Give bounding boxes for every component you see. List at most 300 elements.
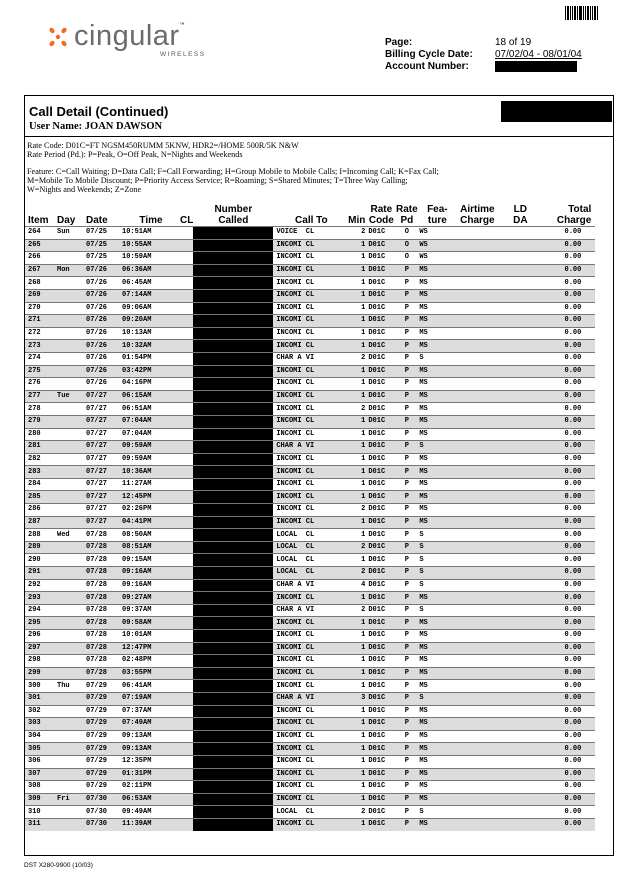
- cell-cl: [180, 755, 193, 768]
- cell-rate-code: D01C: [368, 365, 394, 378]
- cell-total: 0.00: [541, 541, 595, 554]
- cell-time: 12:45PM: [118, 491, 180, 504]
- cell-item: 310: [25, 806, 55, 819]
- cell-rate-code: D01C: [368, 579, 394, 592]
- cell-rate-code: D01C: [368, 541, 394, 554]
- cell-day: [55, 617, 86, 630]
- cell-date: 07/27: [86, 390, 118, 403]
- cell-time: 04:16PM: [118, 378, 180, 391]
- cell-day: [55, 478, 86, 491]
- cell-date: 07/26: [86, 302, 118, 315]
- cell-call-to: INCOMI CL: [273, 743, 346, 756]
- cell-airtime: [455, 642, 499, 655]
- cell-ld-da: [499, 743, 541, 756]
- cell-rate-code: D01C: [368, 705, 394, 718]
- cell-total: 0.00: [541, 227, 595, 240]
- cell-day: [55, 730, 86, 743]
- cell-rate-pd: P: [394, 541, 419, 554]
- cell-rate-pd: P: [394, 806, 419, 819]
- cell-rate-pd: P: [394, 441, 419, 454]
- user-name: User Name: JOAN DAWSON: [29, 121, 163, 132]
- cell-item: 294: [25, 604, 55, 617]
- cell-time: 07:14AM: [118, 289, 180, 302]
- cell-cl: [180, 781, 193, 794]
- cell-airtime: [455, 315, 499, 328]
- cell-cl: [180, 692, 193, 705]
- cell-airtime: [455, 378, 499, 391]
- cell-min: 1: [346, 453, 368, 466]
- cell-cl: [180, 378, 193, 391]
- table-row: [25, 277, 595, 290]
- cell-day: [55, 768, 86, 781]
- table-row: [25, 302, 595, 315]
- cell-cl: [180, 315, 193, 328]
- cell-rate-pd: P: [394, 327, 419, 340]
- cell-item: 276: [25, 378, 55, 391]
- cell-call-to: INCOMI CL: [273, 705, 346, 718]
- cell-feature: MS: [419, 327, 455, 340]
- cell-rate-code: D01C: [368, 806, 394, 819]
- cell-rate-code: D01C: [368, 453, 394, 466]
- cell-cl: [180, 567, 193, 580]
- cell-number-redacted: [193, 403, 273, 416]
- cell-ld-da: [499, 705, 541, 718]
- cell-total: 0.00: [541, 680, 595, 693]
- cell-airtime: [455, 793, 499, 806]
- cell-min: 1: [346, 441, 368, 454]
- table-row: [25, 818, 595, 830]
- cell-call-to: INCOMI CL: [273, 340, 346, 353]
- cell-airtime: [455, 239, 499, 252]
- cell-min: 3: [346, 692, 368, 705]
- cell-ld-da: [499, 630, 541, 643]
- cell-airtime: [455, 478, 499, 491]
- cell-rate-code: D01C: [368, 592, 394, 605]
- cell-ld-da: [499, 806, 541, 819]
- cell-date: 07/27: [86, 428, 118, 441]
- cell-rate-pd: P: [394, 630, 419, 643]
- cell-number-redacted: [193, 264, 273, 277]
- cell-day: [55, 315, 86, 328]
- cell-time: 10:59AM: [118, 252, 180, 265]
- cell-rate-code: D01C: [368, 227, 394, 240]
- cell-cl: [180, 491, 193, 504]
- cell-day: Mon: [55, 264, 86, 277]
- cell-feature: WS: [419, 227, 455, 240]
- cell-rate-code: D01C: [368, 239, 394, 252]
- cell-min: 1: [346, 315, 368, 328]
- cell-total: 0.00: [541, 302, 595, 315]
- table-row: [25, 567, 595, 580]
- cell-feature: MS: [419, 428, 455, 441]
- cell-date: 07/27: [86, 466, 118, 479]
- cell-rate-pd: P: [394, 718, 419, 731]
- cell-time: 02:11PM: [118, 781, 180, 794]
- cell-min: 2: [346, 604, 368, 617]
- cell-number-redacted: [193, 755, 273, 768]
- cell-total: 0.00: [541, 277, 595, 290]
- cell-total: 0.00: [541, 529, 595, 542]
- cell-day: [55, 592, 86, 605]
- cell-feature: S: [419, 604, 455, 617]
- cell-time: 02:48PM: [118, 655, 180, 668]
- cell-total: 0.00: [541, 478, 595, 491]
- cell-date: 07/26: [86, 264, 118, 277]
- cell-min: 1: [346, 239, 368, 252]
- cell-cl: [180, 403, 193, 416]
- table-row: [25, 692, 595, 705]
- cell-total: 0.00: [541, 730, 595, 743]
- cell-ld-da: [499, 667, 541, 680]
- cell-item: 301: [25, 692, 55, 705]
- cell-total: 0.00: [541, 352, 595, 365]
- table-row: [25, 768, 595, 781]
- cell-call-to: LOCAL CL: [273, 529, 346, 542]
- cell-rate-pd: P: [394, 428, 419, 441]
- cell-cl: [180, 441, 193, 454]
- cell-date: 07/26: [86, 352, 118, 365]
- cell-feature: MS: [419, 655, 455, 668]
- cell-airtime: [455, 655, 499, 668]
- cell-airtime: [455, 504, 499, 517]
- cell-feature: MS: [419, 516, 455, 529]
- cell-total: 0.00: [541, 554, 595, 567]
- cell-number-redacted: [193, 604, 273, 617]
- cell-item: 278: [25, 403, 55, 416]
- cell-cl: [180, 730, 193, 743]
- cell-item: 290: [25, 554, 55, 567]
- cell-feature: MS: [419, 818, 455, 830]
- cell-item: 268: [25, 277, 55, 290]
- cell-rate-code: D01C: [368, 390, 394, 403]
- cell-item: 311: [25, 818, 55, 830]
- cell-ld-da: [499, 554, 541, 567]
- cell-rate-code: D01C: [368, 315, 394, 328]
- cell-day: [55, 579, 86, 592]
- cell-day: [55, 818, 86, 830]
- cell-rate-pd: P: [394, 277, 419, 290]
- cell-item: 293: [25, 592, 55, 605]
- cell-min: 1: [346, 768, 368, 781]
- cell-ld-da: [499, 491, 541, 504]
- cell-call-to: INCOMI CL: [273, 466, 346, 479]
- cell-airtime: [455, 781, 499, 794]
- cell-cl: [180, 453, 193, 466]
- cell-item: 289: [25, 541, 55, 554]
- cell-day: [55, 516, 86, 529]
- cell-airtime: [455, 264, 499, 277]
- cell-call-to: INCOMI CL: [273, 252, 346, 265]
- cell-cl: [180, 592, 193, 605]
- cell-cl: [180, 743, 193, 756]
- cell-min: 1: [346, 252, 368, 265]
- cell-airtime: [455, 277, 499, 290]
- table-row: [25, 667, 595, 680]
- cell-number-redacted: [193, 730, 273, 743]
- cell-number-redacted: [193, 289, 273, 302]
- cell-rate-pd: P: [394, 478, 419, 491]
- cell-cl: [180, 554, 193, 567]
- cell-item: 303: [25, 718, 55, 731]
- cell-day: [55, 415, 86, 428]
- cell-rate-pd: P: [394, 504, 419, 517]
- cell-airtime: [455, 680, 499, 693]
- cell-airtime: [455, 705, 499, 718]
- cell-rate-code: D01C: [368, 340, 394, 353]
- cell-time: 09:58AM: [118, 617, 180, 630]
- cell-rate-pd: P: [394, 579, 419, 592]
- cell-date: 07/29: [86, 718, 118, 731]
- cell-number-redacted: [193, 554, 273, 567]
- table-row: [25, 516, 595, 529]
- cell-cl: [180, 390, 193, 403]
- cell-min: 1: [346, 554, 368, 567]
- cell-date: 07/29: [86, 705, 118, 718]
- cell-number-redacted: [193, 692, 273, 705]
- cell-airtime: [455, 529, 499, 542]
- cell-rate-code: D01C: [368, 793, 394, 806]
- cell-min: 2: [346, 504, 368, 517]
- cell-ld-da: [499, 642, 541, 655]
- cell-airtime: [455, 340, 499, 353]
- table-row: [25, 743, 595, 756]
- cell-number-redacted: [193, 806, 273, 819]
- cell-number-redacted: [193, 441, 273, 454]
- cell-date: 07/28: [86, 630, 118, 643]
- account-number-redaction: [495, 61, 577, 72]
- cell-call-to: VOICE CL: [273, 227, 346, 240]
- cell-item: 277: [25, 390, 55, 403]
- cell-cl: [180, 227, 193, 240]
- cell-item: 274: [25, 352, 55, 365]
- cell-airtime: [455, 630, 499, 643]
- cell-number-redacted: [193, 466, 273, 479]
- cell-airtime: [455, 352, 499, 365]
- cell-min: 1: [346, 365, 368, 378]
- cell-ld-da: [499, 378, 541, 391]
- cell-total: 0.00: [541, 340, 595, 353]
- cell-item: 285: [25, 491, 55, 504]
- cell-cl: [180, 630, 193, 643]
- cell-item: 272: [25, 327, 55, 340]
- cell-rate-code: D01C: [368, 302, 394, 315]
- cell-time: 07:49AM: [118, 718, 180, 731]
- cell-day: Sun: [55, 227, 86, 240]
- cell-rate-pd: P: [394, 516, 419, 529]
- cell-cl: [180, 655, 193, 668]
- cell-day: [55, 403, 86, 416]
- cell-ld-da: [499, 239, 541, 252]
- cell-total: 0.00: [541, 718, 595, 731]
- cell-cl: [180, 680, 193, 693]
- account-number-label: Account Number:: [385, 61, 469, 72]
- cell-item: 305: [25, 743, 55, 756]
- table-row: [25, 592, 595, 605]
- cell-date: 07/28: [86, 579, 118, 592]
- cell-call-to: INCOMI CL: [273, 781, 346, 794]
- cell-airtime: [455, 604, 499, 617]
- rate-code-note: Rate Code: D01C=FT NGSM450RUMM 5KNW, HDR2=/HOME 500R/5K N&W: [27, 141, 299, 150]
- table-row: [25, 252, 595, 265]
- cell-total: 0.00: [541, 365, 595, 378]
- cell-feature: MS: [419, 781, 455, 794]
- cell-ld-da: [499, 453, 541, 466]
- cell-rate-pd: P: [394, 692, 419, 705]
- cell-ld-da: [499, 289, 541, 302]
- cell-total: 0.00: [541, 466, 595, 479]
- cell-date: 07/28: [86, 567, 118, 580]
- cell-rate-code: D01C: [368, 516, 394, 529]
- cell-ld-da: [499, 504, 541, 517]
- cell-day: [55, 365, 86, 378]
- cell-total: 0.00: [541, 604, 595, 617]
- cell-min: 1: [346, 705, 368, 718]
- cell-time: 03:55PM: [118, 667, 180, 680]
- table-row: [25, 453, 595, 466]
- cell-total: 0.00: [541, 252, 595, 265]
- cell-airtime: [455, 755, 499, 768]
- cell-feature: S: [419, 529, 455, 542]
- cell-feature: MS: [419, 755, 455, 768]
- cell-time: 11:27AM: [118, 478, 180, 491]
- cell-total: 0.00: [541, 818, 595, 830]
- cell-time: 09:59AM: [118, 441, 180, 454]
- col-total-charge: Total Charge: [556, 204, 592, 226]
- logo-subtitle: WIRELESS: [160, 51, 206, 58]
- cell-rate-pd: P: [394, 378, 419, 391]
- cell-day: [55, 743, 86, 756]
- cell-date: 07/28: [86, 655, 118, 668]
- page-value: 18 of 19: [495, 37, 532, 48]
- table-row: [25, 327, 595, 340]
- cell-call-to: INCOMI CL: [273, 239, 346, 252]
- cell-day: [55, 504, 86, 517]
- cell-day: [55, 755, 86, 768]
- cell-min: 1: [346, 718, 368, 731]
- cell-day: [55, 289, 86, 302]
- cell-feature: MS: [419, 592, 455, 605]
- col-airtime-charge: Airtime Charge: [460, 204, 495, 226]
- cell-call-to: INCOMI CL: [273, 655, 346, 668]
- cell-time: 06:51AM: [118, 403, 180, 416]
- cell-date: 07/29: [86, 680, 118, 693]
- cell-call-to: INCOMI CL: [273, 289, 346, 302]
- cell-airtime: [455, 516, 499, 529]
- cell-total: 0.00: [541, 655, 595, 668]
- table-row: [25, 441, 595, 454]
- cell-ld-da: [499, 302, 541, 315]
- cell-ld-da: [499, 403, 541, 416]
- cell-total: 0.00: [541, 327, 595, 340]
- cell-number-redacted: [193, 227, 273, 240]
- cell-item: 275: [25, 365, 55, 378]
- cell-date: 07/25: [86, 252, 118, 265]
- cell-min: 1: [346, 793, 368, 806]
- cell-airtime: [455, 453, 499, 466]
- table-row: [25, 403, 595, 416]
- cell-total: 0.00: [541, 579, 595, 592]
- cell-total: 0.00: [541, 667, 595, 680]
- cell-min: 2: [346, 352, 368, 365]
- cell-day: [55, 781, 86, 794]
- cell-date: 07/25: [86, 239, 118, 252]
- cell-item: 308: [25, 781, 55, 794]
- cell-airtime: [455, 730, 499, 743]
- cell-total: 0.00: [541, 781, 595, 794]
- cell-rate-code: D01C: [368, 491, 394, 504]
- table-row: [25, 642, 595, 655]
- cell-airtime: [455, 567, 499, 580]
- cell-rate-code: D01C: [368, 554, 394, 567]
- cell-number-redacted: [193, 491, 273, 504]
- cell-feature: MS: [419, 378, 455, 391]
- col-ld-da: LD DA: [513, 204, 528, 226]
- cell-day: [55, 302, 86, 315]
- cell-feature: S: [419, 554, 455, 567]
- table-row: [25, 365, 595, 378]
- cell-min: 2: [346, 806, 368, 819]
- cell-rate-pd: P: [394, 642, 419, 655]
- cell-call-to: LOCAL CL: [273, 567, 346, 580]
- cell-call-to: LOCAL CL: [273, 554, 346, 567]
- cell-rate-pd: P: [394, 340, 419, 353]
- table-row: [25, 491, 595, 504]
- cell-number-redacted: [193, 768, 273, 781]
- cell-rate-code: D01C: [368, 642, 394, 655]
- form-footer: DST X280-9900 (10/03): [24, 862, 93, 869]
- cell-number-redacted: [193, 667, 273, 680]
- cell-day: [55, 352, 86, 365]
- cell-day: [55, 667, 86, 680]
- table-row: [25, 466, 595, 479]
- table-row: [25, 227, 595, 240]
- cell-date: 07/29: [86, 692, 118, 705]
- cell-airtime: [455, 592, 499, 605]
- cell-number-redacted: [193, 642, 273, 655]
- cell-feature: MS: [419, 642, 455, 655]
- cell-time: 10:01AM: [118, 630, 180, 643]
- cell-ld-da: [499, 352, 541, 365]
- cell-item: 288: [25, 529, 55, 542]
- cell-cl: [180, 806, 193, 819]
- cell-min: 1: [346, 390, 368, 403]
- cell-ld-da: [499, 327, 541, 340]
- cell-call-to: CHAR A VI: [273, 579, 346, 592]
- cell-min: 1: [346, 466, 368, 479]
- cell-date: 07/27: [86, 491, 118, 504]
- cell-total: 0.00: [541, 428, 595, 441]
- cell-rate-pd: P: [394, 818, 419, 830]
- cell-feature: MS: [419, 667, 455, 680]
- cell-item: 273: [25, 340, 55, 353]
- cell-ld-da: [499, 428, 541, 441]
- cell-item: 304: [25, 730, 55, 743]
- cell-number-redacted: [193, 428, 273, 441]
- cell-cl: [180, 667, 193, 680]
- cell-ld-da: [499, 390, 541, 403]
- cell-day: [55, 428, 86, 441]
- cell-time: 06:41AM: [118, 680, 180, 693]
- cell-cl: [180, 768, 193, 781]
- cell-call-to: INCOMI CL: [273, 768, 346, 781]
- table-row: [25, 315, 595, 328]
- cell-rate-code: D01C: [368, 655, 394, 668]
- cell-airtime: [455, 390, 499, 403]
- cell-number-redacted: [193, 453, 273, 466]
- cell-total: 0.00: [541, 390, 595, 403]
- cell-total: 0.00: [541, 315, 595, 328]
- cell-time: 09:27AM: [118, 592, 180, 605]
